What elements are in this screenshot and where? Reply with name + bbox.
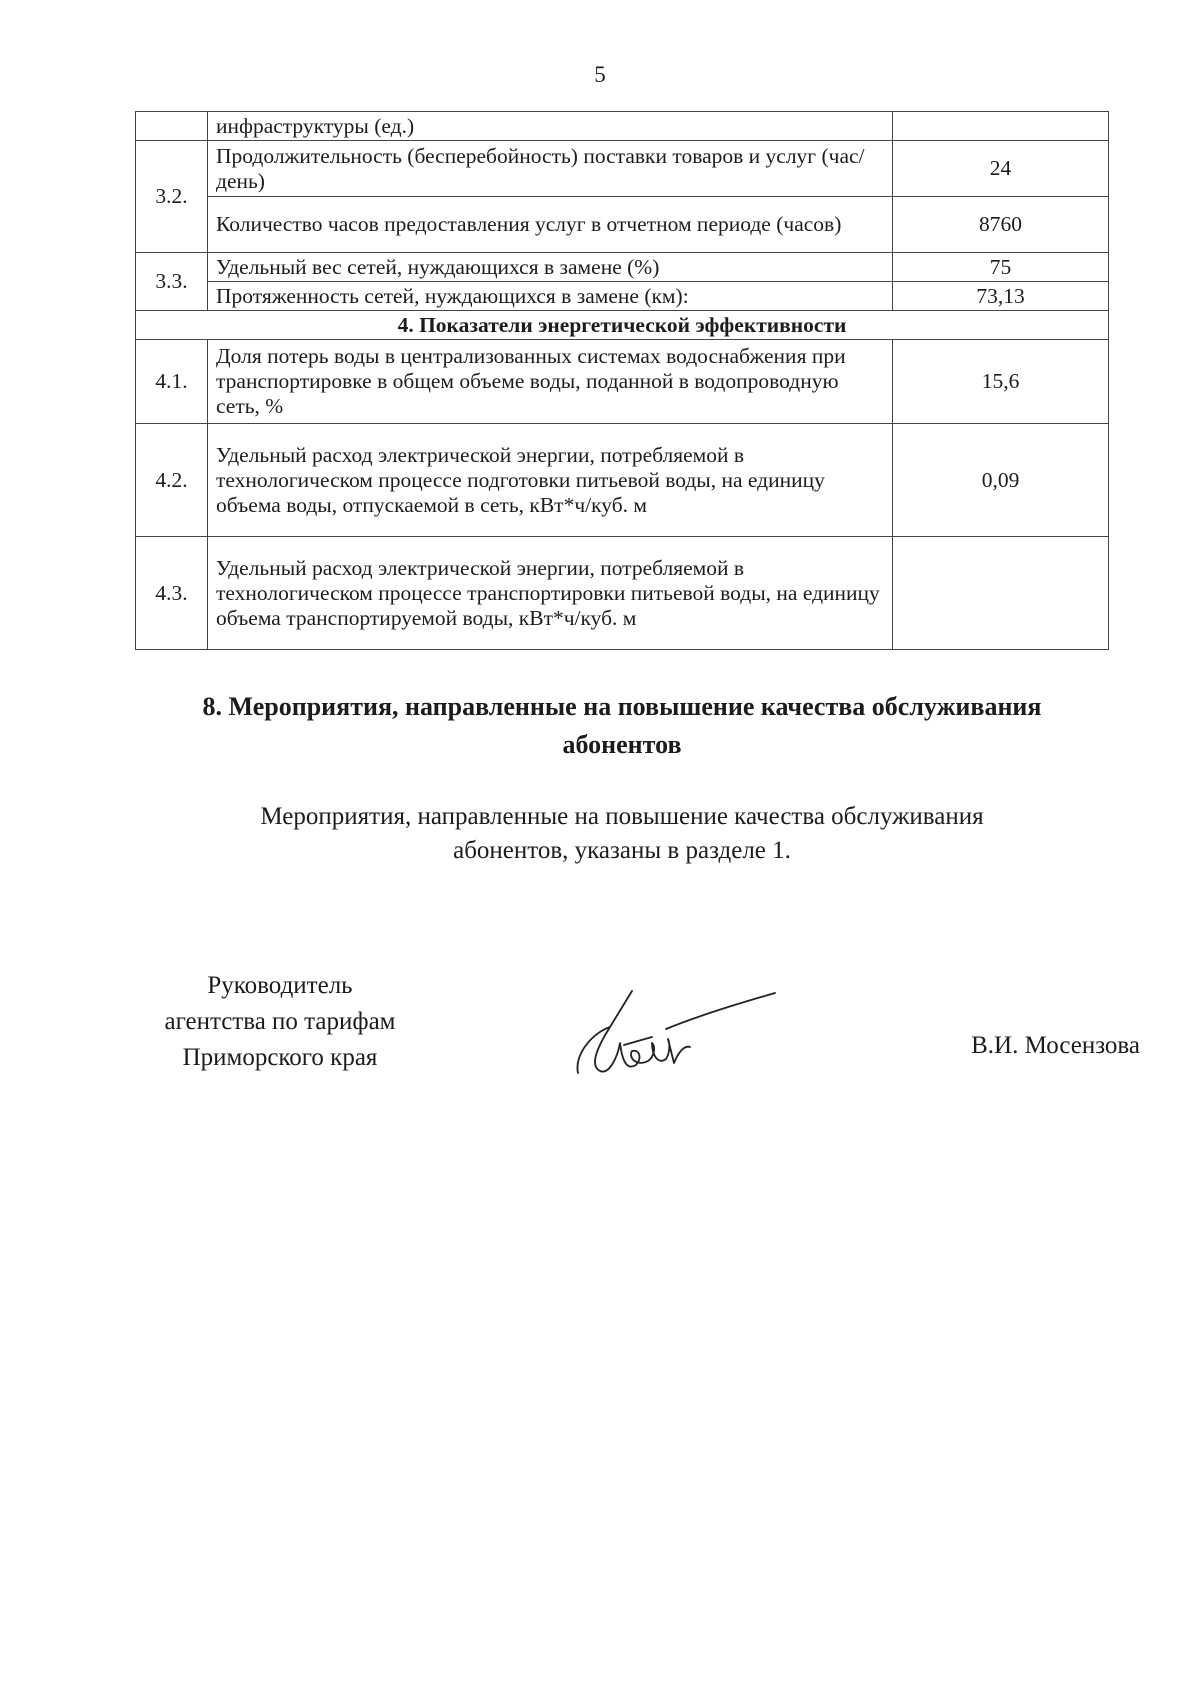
handwritten-signature (570, 985, 780, 1085)
table-row (136, 253, 1109, 282)
row-description: Удельный вес сетей, нуждающихся в замене (%) (208, 253, 893, 282)
table-row (136, 537, 1109, 650)
row-number (136, 112, 208, 141)
row-value: 15,6 (893, 340, 1109, 424)
row-value: 8760 (893, 197, 1109, 253)
page-number: 5 (594, 62, 606, 87)
table-row (136, 340, 1109, 424)
indicators-table (135, 111, 1109, 650)
row-description: Удельный расход электрической энергии, потребляемой в технологическом процессе транспортировки питьевой воды, на единицу объема транспортируемой воды, кВт*ч/куб. м (208, 537, 893, 650)
signer-title (130, 968, 430, 1076)
signer-title-line: Руководитель (207, 972, 353, 999)
section-heading (130, 688, 1114, 764)
table-row (136, 282, 1109, 311)
heading-line: абонентов (562, 730, 682, 759)
section-row (136, 311, 1109, 340)
row-description: инфраструктуры (ед.) (208, 112, 893, 141)
row-number: 3.3. (136, 253, 208, 311)
signer-title-line: агентства по тарифам (164, 1008, 396, 1035)
table-row (136, 112, 1109, 141)
signer-title-line: Приморского края (182, 1044, 378, 1071)
row-description: Протяженность сетей, нуждающихся в замене (км): (208, 282, 893, 311)
row-value: 0,09 (893, 424, 1109, 537)
signer-name: В.И. Мосензова (971, 1032, 1140, 1059)
row-number: 4.3. (136, 537, 208, 650)
row-value: 24 (893, 141, 1109, 197)
row-number: 4.2. (136, 424, 208, 537)
table-row (136, 197, 1109, 253)
row-value (893, 112, 1109, 141)
row-number: 3.2. (136, 141, 208, 253)
section-text (160, 800, 1084, 868)
row-value: 73,13 (893, 282, 1109, 311)
row-description: Продолжительность (бесперебойность) поставки товаров и услуг (час/день) (208, 141, 893, 197)
table-row (136, 141, 1109, 197)
row-number: 4.1. (136, 340, 208, 424)
table-row (136, 424, 1109, 537)
text-line: абонентов, указаны в разделе 1. (453, 837, 791, 864)
text-line: Мероприятия, направленные на повышение качества обслуживания (260, 803, 984, 830)
row-description: Удельный расход электрической энергии, потребляемой в технологическом процессе подготовки питьевой воды, на единицу объема воды, отпускаемой в сеть, кВт*ч/куб. м (208, 424, 893, 537)
row-description: Количество часов предоставления услуг в отчетном периоде (часов) (208, 197, 893, 253)
row-description: Доля потерь воды в централизованных системах водоснабжения при транспортировке в общем объеме воды, поданной в водопроводную сеть, % (208, 340, 893, 424)
heading-line: 8. Мероприятия, направленные на повышение качества обслуживания (202, 692, 1042, 721)
section-title: 4. Показатели энергетической эффективности (136, 311, 1109, 340)
row-value (893, 537, 1109, 650)
row-value: 75 (893, 253, 1109, 282)
